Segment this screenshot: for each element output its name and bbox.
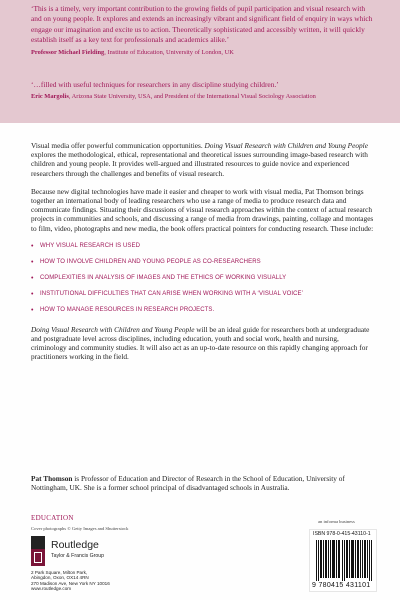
address-line: 2 Park Square, Milton Park, (31, 570, 88, 575)
address-line: www.routledge.com (31, 585, 72, 591)
topic-label: COMPLEXITIES IN ANALYSIS OF IMAGES AND THE ETHICS OF WORKING VISUALLY (40, 274, 287, 281)
bullet-icon: • (31, 274, 34, 282)
blurb-paragraph-1 (31, 141, 376, 178)
address-line: Abingdon, Oxon, OX14 4RN (31, 575, 89, 581)
publisher-logo (31, 534, 181, 568)
publisher-address (31, 570, 181, 591)
topic-label: INSTITUTIONAL DIFFICULTIES THAT CAN ARISE WHEN WORKING WITH A ‘VISUAL VOICE’ (40, 290, 304, 297)
barcode-digits: 9 780415 431101 (312, 582, 371, 589)
endorsement-1-name: Professor Michael Fielding (31, 48, 105, 56)
endorsement-2 (31, 80, 377, 103)
bullet-icon: • (31, 242, 34, 250)
blurb-paragraph-3 (31, 325, 376, 362)
publisher-name: Routledge (51, 539, 99, 551)
routledge-logo-icon (31, 536, 45, 566)
topic-label: HOW TO MANAGE RESOURCES IN RESEARCH PROJECTS. (40, 306, 215, 313)
topic-item (31, 242, 376, 251)
topic-label: HOW TO INVOLVE CHILDREN AND YOUNG PEOPLE AS CO-RESEARCHERS (40, 258, 261, 265)
topics-list (31, 242, 376, 315)
endorsement-1-affiliation: , Institute of Education, University of London, UK (104, 48, 234, 56)
isbn-number: ISBN 978-0-415-43110-1 (313, 531, 371, 537)
blurb-paragraph-2: Because new digital technologies have made it easier and cheaper to work with visual media, Pat Thomson brings together an international body of leading researchers who use a range of media to produce research data and communicate findings. Situating their discussions of visual research approaches within the context of actual research projects in communities and schools, and discussing a range of media from drawings, painting, collage and montages to film, video, photographs and new media, the book offers practical pointers for conducting research. These include: (31, 186, 374, 233)
blurb-p3-end: will be an ideal guide for researchers both at undergraduate and postgraduate level across disciplines, including education, youth and social work, health and nursing, criminology and community studies. It will also act as an up-to-date resource on this rapidly changing approach for practitioners working in the field. (31, 324, 370, 362)
cover-credit: Cover photographs © Getty Images and Shutterstock (31, 526, 129, 531)
endorsement-2-text: ‘…filled with useful techniques for researchers in any discipline studying children.’ (31, 80, 279, 89)
address-line: 270 Madison Ave, New York NY 10016 (31, 580, 110, 586)
barcode-icon (315, 540, 373, 581)
author-bio-text: is Professor of Education and Director of Research in the School of Education, University of Nottingham, UK. She is a former school principal of disadvantaged schools in Australia. (31, 474, 345, 493)
bullet-icon: • (31, 290, 34, 298)
endorsement-1-text: ‘This is a timely, very important contribution to the growing fields of pupil participation and visual research with and on young people. It explores and extends an increasingly vibrant and significant field of enquiry in ways which engage our imagination and excite us to action. Theoretically sophisticated and accessibly written, it will quickly establish itself as a key text for professionals and academics alike.’ (31, 4, 373, 45)
isbn-barcode-box (309, 529, 377, 592)
topic-label: WHY VISUAL RESEARCH IS USED (40, 242, 141, 249)
bullet-icon: • (31, 306, 34, 314)
publisher-group: Taylor & Francis Group (51, 553, 105, 559)
subject-category: EDUCATION (31, 514, 74, 522)
endorsement-2-name: Eric Margolis (31, 93, 69, 101)
blurb (31, 141, 376, 371)
informa-tagline: an informa business (318, 519, 355, 524)
bullet-icon: • (31, 258, 34, 266)
endorsement-2-affiliation: , Arizona State University, USA, and President of the International Visual Sociology Association (68, 93, 316, 101)
endorsement-band (0, 0, 400, 123)
author-name: Pat Thomson (31, 474, 73, 483)
author-bio (31, 474, 376, 492)
blurb-p1-start: Visual media offer powerful communication opportunities. (31, 141, 205, 150)
endorsement-2-attribution (31, 92, 377, 102)
book-title-italic: Doing Visual Research with Children and Young People (31, 324, 195, 334)
topic-item (31, 290, 376, 299)
topic-item (31, 258, 376, 267)
endorsement-1 (31, 4, 377, 58)
book-title-italic: Doing Visual Research with Children and Young People (204, 141, 368, 150)
topic-item (31, 274, 376, 283)
blurb-p1-end: explores the methodological, ethical, representational and theoretical issues surrounding image-based research with children and young people. It provides well-argued and illustrated resources to guide novice and experienced researchers through the challenges and benefits of visual research. (31, 150, 368, 178)
endorsement-1-attribution (31, 48, 377, 58)
topic-item (31, 306, 376, 315)
